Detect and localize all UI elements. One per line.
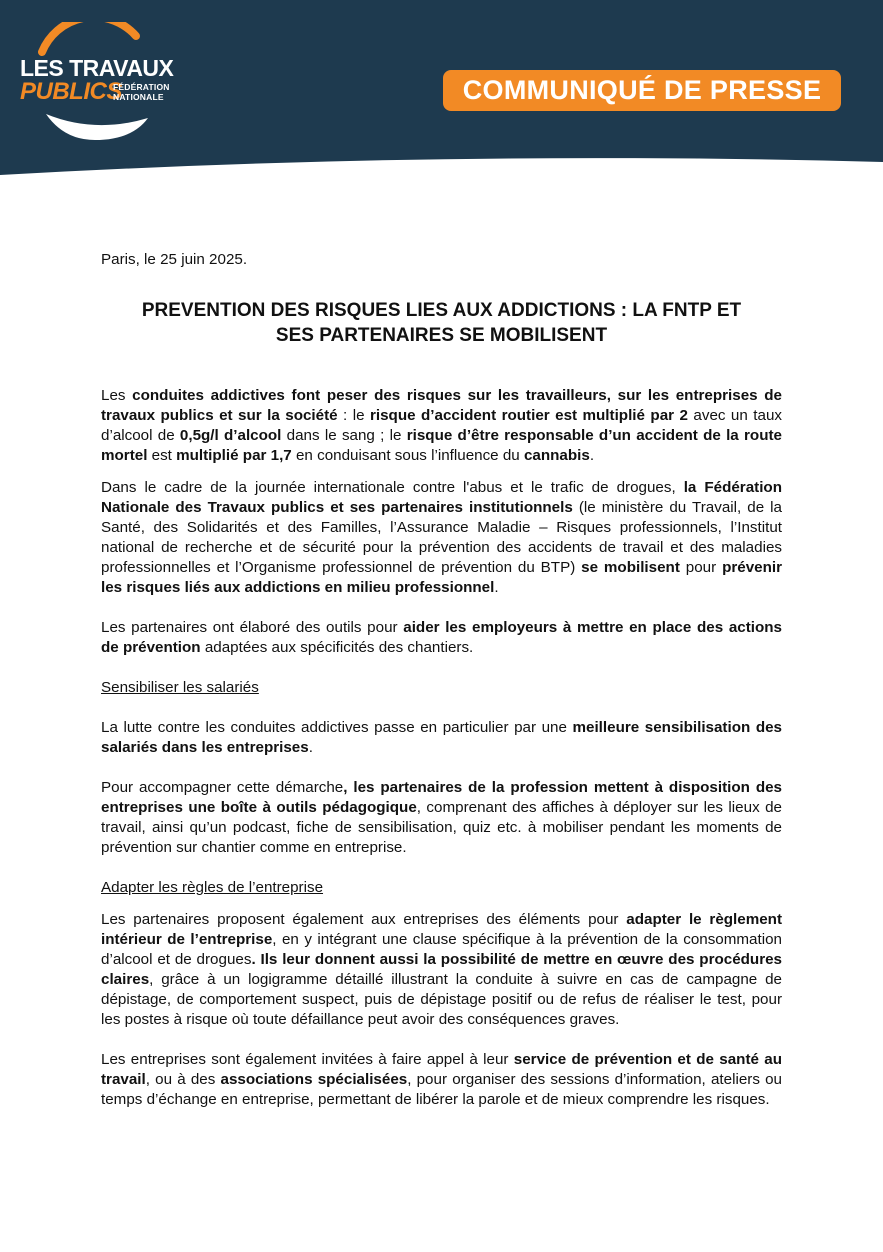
text-run: avec un taux d’alcool de: [101, 407, 782, 444]
text-run: .: [589, 447, 595, 464]
text-run: pour: [679, 559, 723, 576]
header-banner: [0, 0, 883, 200]
press-release-badge: COMMUNIQUÉ DE PRESSE: [443, 70, 841, 111]
text-run: , ou à des: [145, 1071, 221, 1088]
document-date: Paris, le 25 juin 2025.: [101, 251, 248, 268]
document-title: [101, 298, 782, 348]
text-run: (le ministère du Travail, de la Santé, des Solidarités et des Familles, l’Assurance Maladie – Risques professionnels, l’Institut national de recherche et de sécurité pour la prévention des accidents de travail et des maladies professionnelles et l’Organisme professionnel de prévention du BTP): [101, 499, 782, 576]
text-run: Dans le cadre de la journée internationale contre l'abus et le trafic de drogues,: [101, 479, 684, 496]
logo-text-les-travaux: LES TRAVAUX: [20, 55, 174, 81]
text-run: Les partenaires ont élaboré des outils pour: [101, 619, 404, 636]
bold-text: cannabis: [523, 447, 590, 464]
paragraph-intro: [101, 386, 782, 466]
bold-text: meilleure sensibilisation des salariés dans les entreprises: [101, 719, 782, 756]
text-run: adaptées aux spécificités des chantiers.: [200, 639, 474, 656]
paragraph-partners: [101, 478, 782, 598]
bold-text: . Ils leur donnent aussi la possibilité de mettre en œuvre des procédures claires: [101, 951, 783, 988]
bold-text: 0,5g/l d’alcool: [179, 427, 282, 444]
text-run: en conduisant sous l’influence du: [291, 447, 524, 464]
text-run: , pour organiser des sessions d’information, ateliers ou temps d’échange en entreprise, permettant de libérer la parole et de mieux comprendre les risques.: [101, 1071, 782, 1108]
section-title-sensibiliser: Sensibiliser les salariés: [101, 679, 259, 696]
text-run: , grâce à un logigramme détaillé illustrant la conduite à suivre en cas de campagne de dépistage, de comportement suspect, puis de dépistage positif ou de refus de réaliser le test, pour les postes à risque où toute défaillance peut avoir des conséquences graves.: [101, 971, 782, 1028]
text-run: , comprenant des affiches à déployer sur les lieux de travail, ainsi qu’un podcast, fiche de sensibilisation, quiz etc. à mobiliser pendant les moments de prévention sur chantier comme en entreprise.: [101, 799, 782, 856]
bold-text: aider les employeurs à mettre en place des actions de prévention: [101, 619, 783, 656]
paragraph-tools: [101, 618, 782, 658]
bold-text: se mobilisent: [581, 559, 680, 576]
bold-text: risque d’être responsable d’un accident de la route mortel: [101, 427, 782, 464]
text-run: Pour accompagner cette démarche: [101, 779, 344, 796]
paragraph-services: [101, 1050, 782, 1110]
text-run: : le: [337, 407, 370, 424]
bold-text: associations spécialisées: [220, 1071, 408, 1088]
section-title-adapter: Adapter les règles de l’entreprise: [101, 879, 324, 896]
paragraph-awareness: [101, 718, 782, 758]
logo-text-federation: FÉDÉRATION: [113, 82, 170, 92]
text-run: dans le sang ; le: [281, 427, 407, 444]
logo-text-publics: PUBLICS: [20, 78, 122, 105]
logo-text-nationale: NATIONALE: [113, 92, 164, 102]
bold-text: risque d’accident routier est multiplié par 2: [369, 407, 688, 424]
document-body: [101, 250, 782, 1110]
fntp-logo: [20, 22, 174, 140]
bold-text: adapter le règlement intérieur de l’entreprise: [101, 911, 782, 948]
bold-text: la Fédération Nationale des Travaux publics et ses partenaires institutionnels: [101, 479, 782, 516]
text-run: .: [308, 739, 313, 756]
title-line-1: PREVENTION DES RISQUES LIES AUX ADDICTIONS : LA FNTP ET: [141, 300, 742, 321]
text-run: Les partenaires proposent également aux entreprises des éléments pour: [101, 911, 627, 928]
title-line-2: SES PARTENAIRES SE MOBILISENT: [275, 325, 608, 346]
bold-text: , les partenaires de la profession mettent à disposition des entreprises une boîte à outils pédagogique: [101, 779, 782, 816]
bold-text: prévenir les risques liés aux addictions en milieu professionnel: [101, 559, 782, 596]
text-run: .: [494, 579, 499, 596]
text-run: Les: [101, 387, 133, 404]
bold-text: conduites addictives font peser des risques sur les travailleurs, sur les entreprises de travaux publics et sur la société: [101, 387, 782, 424]
text-run: est: [147, 447, 177, 464]
text-run: La lutte contre les conduites addictives passe en particulier par une: [101, 719, 573, 736]
text-run: Les entreprises sont également invitées à faire appel à leur: [101, 1051, 514, 1068]
bold-text: service de prévention et de santé au travail: [101, 1051, 782, 1088]
bold-text: multiplié par 1,7: [176, 447, 292, 464]
paragraph-rules: [101, 910, 782, 1030]
paragraph-toolbox: [101, 778, 782, 858]
text-run: , en y intégrant une clause spécifique à la prévention de la consommation d’alcool et de drogues: [101, 931, 782, 968]
